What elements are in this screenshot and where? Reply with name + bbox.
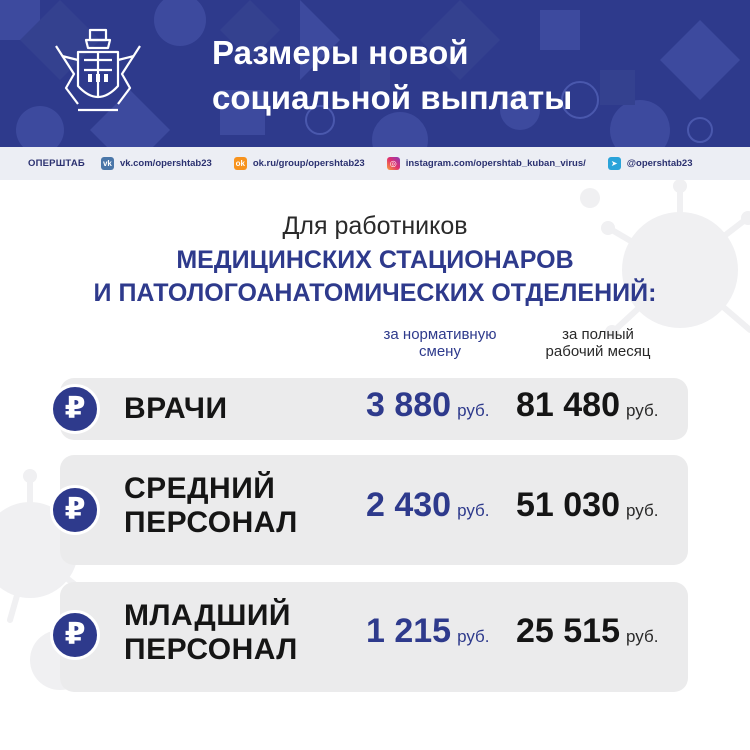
per-month-amount: 81 480 (516, 386, 620, 424)
krasnodar-coat-of-arms-icon (48, 26, 148, 118)
row-label-line-1: МЛАДШИЙ (124, 599, 291, 632)
row-label-line-2: ПЕРСОНАЛ (124, 633, 298, 666)
per-shift-amount: 3 880 (366, 386, 452, 424)
per-shift-value (366, 612, 490, 651)
per-shift-unit: руб. (457, 501, 490, 520)
title-line-1: Размеры новой (212, 34, 469, 71)
ok-link[interactable] (234, 157, 365, 170)
telegram-link-text: @opershtab23 (626, 158, 693, 169)
telegram-link[interactable] (608, 157, 693, 170)
per-month-amount: 25 515 (516, 612, 620, 650)
row-label-junior-staff (124, 599, 364, 667)
per-month-value (516, 486, 658, 525)
vk-icon: vk (101, 157, 114, 170)
per-shift-unit: руб. (457, 627, 490, 646)
row-label-middle-staff (124, 472, 364, 540)
per-shift-value (366, 486, 490, 525)
ruble-icon: ₽ (50, 485, 100, 535)
column-header-per-shift-line-1: за нормативную (383, 326, 497, 343)
row-label-doctors (124, 392, 364, 426)
per-month-amount: 51 030 (516, 486, 620, 524)
per-month-unit: руб. (626, 401, 659, 420)
per-shift-amount: 1 215 (366, 612, 452, 650)
column-header-per-month (520, 326, 676, 360)
social-links-bar (0, 147, 750, 180)
heading-line-2: И ПАТОЛОГОАНАТОМИЧЕСКИХ ОТДЕЛЕНИЙ: (93, 279, 657, 307)
row-label-line-2: ПЕРСОНАЛ (124, 506, 298, 539)
instagram-link[interactable] (387, 157, 586, 170)
per-month-unit: руб. (626, 627, 659, 646)
telegram-icon: ➤ (608, 157, 621, 170)
page-title (212, 30, 732, 120)
column-header-per-month-line-2: рабочий месяц (545, 343, 651, 360)
column-header-per-month-line-1: за полный (562, 326, 634, 343)
section-heading (0, 244, 750, 310)
per-month-value (516, 386, 658, 425)
per-shift-value (366, 386, 490, 425)
column-header-per-shift (362, 326, 518, 360)
vk-link-text: vk.com/opershtab23 (119, 158, 212, 169)
ruble-icon: ₽ (50, 384, 100, 434)
row-label-line-1: СРЕДНИЙ (124, 472, 276, 505)
instagram-link-text: instagram.com/opershtab_kuban_virus/ (405, 158, 586, 169)
header-banner (0, 0, 750, 147)
vk-link[interactable] (101, 157, 212, 170)
ok-icon: ok (234, 157, 247, 170)
per-shift-unit: руб. (457, 401, 490, 420)
per-month-value (516, 612, 658, 651)
ok-link-text: ok.ru/group/opershtab23 (252, 158, 365, 169)
instagram-icon: ◎ (387, 157, 400, 170)
row-label-line-1: ВРАЧИ (124, 392, 228, 425)
ruble-icon: ₽ (50, 610, 100, 660)
per-month-unit: руб. (626, 501, 659, 520)
brand-label: ОПЕРШТАБ (28, 158, 85, 169)
intro-text: Для работников (282, 212, 468, 240)
heading-line-1: МЕДИЦИНСКИХ СТАЦИОНАРОВ (176, 246, 574, 274)
per-shift-amount: 2 430 (366, 486, 452, 524)
column-header-per-shift-line-2: смену (419, 343, 461, 360)
title-line-2: социальной выплаты (212, 79, 573, 116)
